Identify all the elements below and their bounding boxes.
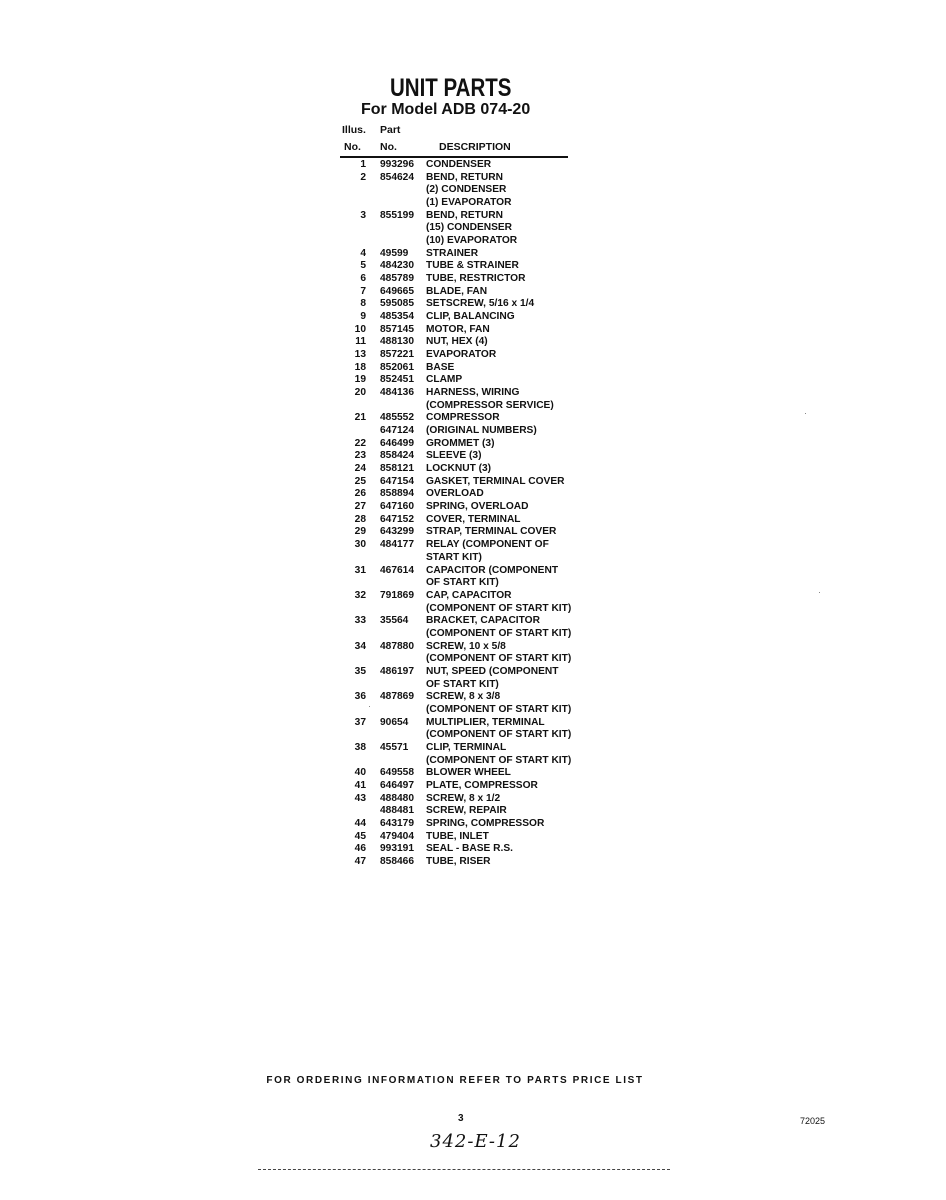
illus-number: 28 — [354, 513, 366, 525]
part-description: (1) EVAPORATOR — [426, 197, 512, 209]
part-number: 858121 — [380, 463, 414, 475]
part-number: 858424 — [380, 450, 414, 462]
table-row — [340, 666, 640, 679]
illus-number: 35 — [354, 665, 366, 677]
table-row — [340, 818, 640, 831]
part-number: 487869 — [380, 691, 414, 703]
illus-number: 24 — [354, 463, 366, 475]
part-description: NUT, SPEED (COMPONENT — [426, 665, 559, 677]
table-row — [340, 248, 640, 261]
part-description: GROMMET (3) — [426, 437, 495, 449]
table-row — [340, 780, 640, 793]
part-description: SCREW, 10 x 5/8 — [426, 640, 506, 652]
table-row — [340, 501, 640, 514]
table-row — [340, 565, 640, 578]
part-description: BEND, RETURN — [426, 171, 503, 183]
scan-speck — [805, 413, 806, 414]
scan-speck — [819, 592, 820, 593]
part-description: START KIT) — [426, 551, 482, 563]
table-row — [340, 450, 640, 463]
table-row — [340, 374, 640, 387]
illus-number: 36 — [354, 691, 366, 703]
table-row — [340, 843, 640, 856]
illus-number: 46 — [354, 843, 366, 855]
part-description: CLIP, TERMINAL — [426, 741, 507, 753]
part-number: 857145 — [380, 323, 414, 335]
table-row — [340, 387, 640, 400]
part-number: 45571 — [380, 741, 409, 753]
description-header: DESCRIPTION — [439, 141, 511, 153]
table-row — [340, 286, 640, 299]
table-row — [340, 438, 640, 451]
table-row — [340, 324, 640, 337]
illus-number: 9 — [360, 311, 366, 323]
illus-number: 3 — [360, 209, 366, 221]
table-row — [340, 488, 640, 501]
part-description: GASKET, TERMINAL COVER — [426, 475, 565, 487]
part-number: 485789 — [380, 273, 414, 285]
illus-number: 27 — [354, 501, 366, 513]
part-number: 647154 — [380, 475, 414, 487]
table-row — [340, 641, 640, 654]
table-row — [340, 615, 640, 628]
table-row — [340, 590, 640, 603]
part-number: 479404 — [380, 830, 414, 842]
table-row — [340, 793, 640, 806]
table-row — [340, 400, 640, 413]
table-row — [340, 679, 640, 692]
table-row — [340, 805, 640, 818]
illus-number: 40 — [354, 767, 366, 779]
part-description: TUBE, RESTRICTOR — [426, 273, 526, 285]
illus-number: 23 — [354, 450, 366, 462]
illus-number: 2 — [360, 171, 366, 183]
part-description: SLEEVE (3) — [426, 450, 482, 462]
part-header-bottom: No. — [380, 141, 397, 153]
part-description: SPRING, OVERLOAD — [426, 501, 529, 513]
table-row — [340, 311, 640, 324]
part-number: 49599 — [380, 247, 409, 259]
part-number: 643299 — [380, 526, 414, 538]
part-description: SCREW, REPAIR — [426, 805, 507, 817]
part-description: COVER, TERMINAL — [426, 513, 521, 525]
part-description: (COMPONENT OF START KIT) — [426, 729, 572, 741]
table-row — [340, 260, 640, 273]
table-row — [340, 159, 640, 172]
part-description: OF START KIT) — [426, 678, 499, 690]
part-number: 858894 — [380, 488, 414, 500]
part-description: (COMPRESSOR SERVICE) — [426, 399, 554, 411]
part-number: 852061 — [380, 361, 414, 373]
part-number: 484136 — [380, 387, 414, 399]
page-title: UNIT PARTS — [390, 74, 512, 102]
illus-number: 13 — [354, 349, 366, 361]
part-number: 646497 — [380, 779, 414, 791]
page-number: 3 — [458, 1113, 464, 1124]
table-row — [340, 273, 640, 286]
illus-number: 20 — [354, 387, 366, 399]
illus-number: 33 — [354, 615, 366, 627]
table-row — [340, 856, 640, 869]
table-row — [340, 412, 640, 425]
table-row — [340, 767, 640, 780]
table-row — [340, 729, 640, 742]
part-description: BLADE, FAN — [426, 285, 488, 297]
table-row — [340, 526, 640, 539]
table-row — [340, 831, 640, 844]
table-row — [340, 476, 640, 489]
illus-number: 5 — [360, 260, 366, 272]
illus-number: 19 — [354, 374, 366, 386]
part-description: (COMPONENT OF START KIT) — [426, 602, 572, 614]
part-description: STRAINER — [426, 247, 479, 259]
part-description: NUT, HEX (4) — [426, 336, 488, 348]
table-row — [340, 514, 640, 527]
part-description: CAPACITOR (COMPONENT — [426, 564, 559, 576]
part-number: 649558 — [380, 767, 414, 779]
part-number: 857221 — [380, 349, 414, 361]
part-description: SPRING, COMPRESSOR — [426, 817, 545, 829]
table-row — [340, 210, 640, 223]
table-row — [340, 577, 640, 590]
part-number: 852451 — [380, 374, 414, 386]
part-description: LOCKNUT (3) — [426, 463, 492, 475]
part-description: STRAP, TERMINAL COVER — [426, 526, 557, 538]
table-row — [340, 755, 640, 768]
part-number: 488480 — [380, 792, 414, 804]
part-description: MOTOR, FAN — [426, 323, 490, 335]
part-number: 854624 — [380, 171, 414, 183]
part-number: 487880 — [380, 640, 414, 652]
part-description: RELAY (COMPONENT OF — [426, 539, 549, 551]
part-description: COMPRESSOR — [426, 412, 500, 424]
part-number: 484177 — [380, 539, 414, 551]
table-row — [340, 653, 640, 666]
part-number: 646499 — [380, 437, 414, 449]
part-number: 485552 — [380, 412, 414, 424]
scan-speck — [369, 706, 370, 707]
table-row — [340, 362, 640, 375]
table-row — [340, 603, 640, 616]
illus-number: 37 — [354, 716, 366, 728]
illus-number: 22 — [354, 437, 366, 449]
part-number: 858466 — [380, 855, 414, 867]
table-row — [340, 539, 640, 552]
illus-number: 21 — [354, 412, 366, 424]
part-number: 649665 — [380, 285, 414, 297]
part-description: (ORIGINAL NUMBERS) — [426, 425, 537, 437]
part-description: BRACKET, CAPACITOR — [426, 615, 540, 627]
part-description: BASE — [426, 361, 455, 373]
part-description: CONDENSER — [426, 159, 492, 170]
part-description: TUBE, RISER — [426, 855, 491, 867]
part-description: PLATE, COMPRESSOR — [426, 779, 538, 791]
table-row — [340, 349, 640, 362]
part-number: 643179 — [380, 817, 414, 829]
table-row — [340, 463, 640, 476]
part-description: (COMPONENT OF START KIT) — [426, 627, 572, 639]
illus-number: 30 — [354, 539, 366, 551]
illus-number: 29 — [354, 526, 366, 538]
illus-number: 41 — [354, 779, 366, 791]
part-number: 647152 — [380, 513, 414, 525]
part-number: 486197 — [380, 665, 414, 677]
part-description: HARNESS, WIRING — [426, 387, 520, 399]
part-description: BEND, RETURN — [426, 209, 503, 221]
part-number: 595085 — [380, 298, 414, 310]
part-description: CLIP, BALANCING — [426, 311, 515, 323]
parts-list — [340, 159, 640, 869]
part-number: 993296 — [380, 159, 414, 170]
part-number: 35564 — [380, 615, 409, 627]
illus-number: 31 — [354, 564, 366, 576]
table-row — [340, 172, 640, 185]
table-row — [340, 628, 640, 641]
part-description: CLAMP — [426, 374, 463, 386]
part-description: CAP, CAPACITOR — [426, 589, 512, 601]
part-number: 647124 — [380, 425, 414, 437]
table-row — [340, 235, 640, 248]
part-number: 791869 — [380, 589, 414, 601]
table-row — [340, 298, 640, 311]
illus-number: 47 — [354, 855, 366, 867]
illus-number: 25 — [354, 475, 366, 487]
illus-number: 8 — [360, 298, 366, 310]
illus-number: 43 — [354, 792, 366, 804]
part-description: OVERLOAD — [426, 488, 484, 500]
part-description: SETSCREW, 5/16 x 1/4 — [426, 298, 535, 310]
part-description: EVAPORATOR — [426, 349, 497, 361]
illus-number: 10 — [354, 323, 366, 335]
table-row — [340, 336, 640, 349]
part-number: 855199 — [380, 209, 414, 221]
part-description: (15) CONDENSER — [426, 222, 513, 234]
part-description: BLOWER WHEEL — [426, 767, 511, 779]
table-row — [340, 552, 640, 565]
part-description: SCREW, 8 x 1/2 — [426, 792, 501, 804]
part-description: TUBE, INLET — [426, 830, 489, 842]
table-row — [340, 197, 640, 210]
part-number: 993191 — [380, 843, 414, 855]
illus-number: 18 — [354, 361, 366, 373]
illus-number: 11 — [355, 336, 366, 348]
document-code: 72025 — [800, 1116, 826, 1126]
illus-number: 6 — [360, 273, 366, 285]
illus-number: 38 — [354, 741, 366, 753]
ordering-note: FOR ORDERING INFORMATION REFER TO PARTS PRICE LIST — [266, 1075, 644, 1086]
part-number: 467614 — [380, 564, 414, 576]
illus-header-top: Illus. — [342, 124, 366, 136]
part-number: 488130 — [380, 336, 414, 348]
illus-number: 32 — [354, 589, 366, 601]
part-header-top: Part — [380, 124, 401, 136]
illus-number: 26 — [354, 488, 366, 500]
part-description: TUBE & STRAINER — [426, 260, 519, 272]
table-row — [340, 717, 640, 730]
part-description: (2) CONDENSER — [426, 184, 507, 196]
part-description: (COMPONENT OF START KIT) — [426, 703, 572, 715]
part-description: (COMPONENT OF START KIT) — [426, 754, 572, 766]
illus-number: 45 — [354, 830, 366, 842]
illus-number: 7 — [360, 285, 366, 297]
illus-number: 4 — [360, 247, 366, 259]
table-row — [340, 742, 640, 755]
header-rule — [340, 156, 568, 158]
table-row — [340, 184, 640, 197]
table-row — [340, 222, 640, 235]
table-row — [340, 704, 640, 717]
part-number: 484230 — [380, 260, 414, 272]
illus-header-bottom: No. — [344, 141, 361, 153]
part-number: 647160 — [380, 501, 414, 513]
part-description: SEAL - BASE R.S. — [426, 843, 513, 855]
part-description: (COMPONENT OF START KIT) — [426, 653, 572, 665]
part-description: SCREW, 8 x 3/8 — [426, 691, 501, 703]
part-description: OF START KIT) — [426, 577, 499, 589]
illus-number: 34 — [354, 640, 366, 652]
table-row — [340, 691, 640, 704]
part-number: 485354 — [380, 311, 414, 323]
part-description: MULTIPLIER, TERMINAL — [426, 716, 545, 728]
bottom-dashed-rule — [258, 1169, 670, 1170]
model-subtitle: For Model ADB 074-20 — [361, 101, 531, 118]
part-description: (10) EVAPORATOR — [426, 235, 518, 247]
illus-number: 1 — [360, 159, 366, 170]
part-number: 488481 — [380, 805, 414, 817]
illus-number: 44 — [354, 817, 366, 829]
handwritten-reference: 342-E-12 — [430, 1131, 521, 1152]
part-number: 90654 — [380, 716, 409, 728]
table-row — [340, 425, 640, 438]
